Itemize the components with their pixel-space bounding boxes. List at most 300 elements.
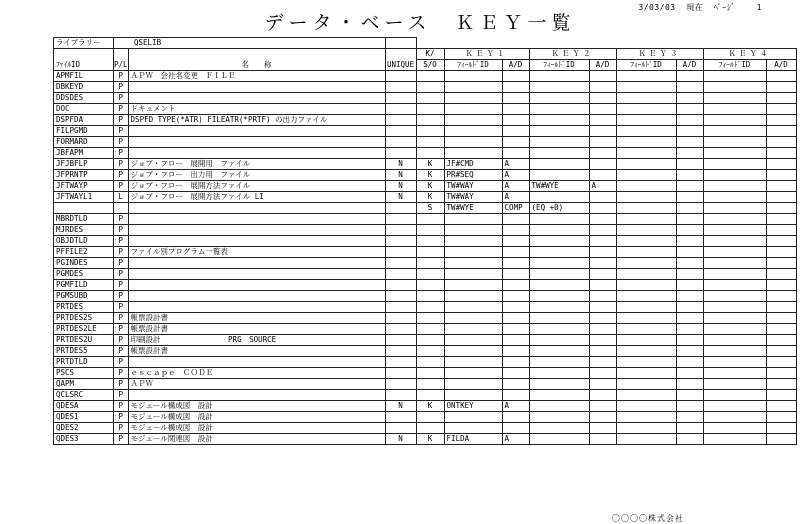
file-id-cell: JBFAPM xyxy=(54,148,114,159)
key2-field-cell: (EQ +0) xyxy=(529,203,589,214)
name-cell xyxy=(128,93,385,104)
key2-ad-cell xyxy=(589,412,616,423)
key3-ad-cell xyxy=(676,137,703,148)
table-row xyxy=(54,390,797,401)
file-id-cell: PRTDES xyxy=(54,302,114,313)
unique-cell xyxy=(385,280,416,291)
key2-field-cell xyxy=(529,390,589,401)
key4-field-cell xyxy=(703,434,766,445)
key1-field-cell: ONTKEY xyxy=(444,401,502,412)
col-header-unique: UNIQUE xyxy=(385,49,416,71)
file-id-cell: PSCS xyxy=(54,368,114,379)
key2-field-cell xyxy=(529,225,589,236)
key2-field-cell xyxy=(529,137,589,148)
key1-field-cell xyxy=(444,214,502,225)
file-id-cell: PFFILE2 xyxy=(54,247,114,258)
file-id-cell xyxy=(54,203,114,214)
key3-field-cell xyxy=(616,324,676,335)
key2-ad-cell: A xyxy=(589,181,616,192)
unique-cell: N xyxy=(385,159,416,170)
ks-cell xyxy=(416,126,444,137)
key3-ad-cell xyxy=(676,379,703,390)
name-cell xyxy=(128,203,385,214)
key4-ad-cell xyxy=(766,181,796,192)
key2-ad-cell xyxy=(589,302,616,313)
unique-cell: N xyxy=(385,181,416,192)
unique-cell xyxy=(385,126,416,137)
table-row xyxy=(54,423,797,434)
col-header-ks-top: K/ xyxy=(416,49,444,60)
key1-ad-cell xyxy=(502,357,529,368)
file-id-cell: JFPRNTP xyxy=(54,170,114,181)
key2-ad-cell xyxy=(589,214,616,225)
key3-field-cell xyxy=(616,170,676,181)
file-id-cell: FILPGMD xyxy=(54,126,114,137)
key3-ad-cell xyxy=(676,236,703,247)
key4-field-cell xyxy=(703,192,766,203)
file-id-cell: PGMFILD xyxy=(54,280,114,291)
library-value: QSELIB xyxy=(114,38,386,49)
key4-field-cell xyxy=(703,126,766,137)
pl-cell: P xyxy=(114,159,129,170)
key4-field-cell xyxy=(703,214,766,225)
key2-field-cell xyxy=(529,214,589,225)
key3-ad-cell xyxy=(676,324,703,335)
key4-field-cell xyxy=(703,390,766,401)
ks-cell xyxy=(416,280,444,291)
ks-cell xyxy=(416,335,444,346)
key2-ad-cell xyxy=(589,82,616,93)
key2-ad-cell xyxy=(589,71,616,82)
table-row xyxy=(54,71,797,82)
key3-field-cell xyxy=(616,104,676,115)
key4-field-cell xyxy=(703,181,766,192)
name-cell: ＡＰＷ xyxy=(128,379,385,390)
name-cell xyxy=(128,269,385,280)
key2-field-cell xyxy=(529,280,589,291)
key2-field-cell xyxy=(529,401,589,412)
key3-ad-cell xyxy=(676,247,703,258)
key4-ad-cell xyxy=(766,412,796,423)
unique-cell xyxy=(385,324,416,335)
key1-field-cell xyxy=(444,346,502,357)
table-row xyxy=(54,324,797,335)
pl-cell: P xyxy=(114,214,129,225)
key4-field-cell xyxy=(703,225,766,236)
key1-ad-cell xyxy=(502,280,529,291)
unique-cell xyxy=(385,302,416,313)
key1-field-cell xyxy=(444,368,502,379)
key3-field-cell xyxy=(616,203,676,214)
key1-field-cell xyxy=(444,137,502,148)
key3-ad-cell xyxy=(676,390,703,401)
unique-cell xyxy=(385,115,416,126)
key2-ad-cell xyxy=(589,379,616,390)
key2-field-cell xyxy=(529,269,589,280)
pl-cell: P xyxy=(114,357,129,368)
table-row xyxy=(54,258,797,269)
key3-field-cell xyxy=(616,280,676,291)
key4-ad-cell xyxy=(766,71,796,82)
table-row xyxy=(54,104,797,115)
key3-field-cell xyxy=(616,291,676,302)
pl-cell: P xyxy=(114,434,129,445)
key1-ad-cell xyxy=(502,313,529,324)
key2-ad-cell xyxy=(589,247,616,258)
col-header-key3-ad: A/D xyxy=(676,60,703,71)
key4-ad-cell xyxy=(766,302,796,313)
key3-ad-cell xyxy=(676,258,703,269)
key1-ad-cell xyxy=(502,71,529,82)
key3-field-cell xyxy=(616,159,676,170)
col-header-key2-field: ﾌｨｰﾙﾄﾞID xyxy=(529,60,589,71)
key3-ad-cell xyxy=(676,368,703,379)
key1-field-cell xyxy=(444,324,502,335)
key1-ad-cell xyxy=(502,269,529,280)
table-row xyxy=(54,291,797,302)
name-cell: 帳票設計書 xyxy=(128,346,385,357)
file-id-cell: PGMSUBD xyxy=(54,291,114,302)
name-cell: ジョブ・フロー 展開方法ファイル xyxy=(128,181,385,192)
unique-cell xyxy=(385,390,416,401)
file-id-cell: QDES2 xyxy=(54,423,114,434)
key2-ad-cell xyxy=(589,269,616,280)
key3-field-cell xyxy=(616,137,676,148)
key1-field-cell: PR#SEQ xyxy=(444,170,502,181)
file-id-cell: OBJDTLD xyxy=(54,236,114,247)
pl-cell: P xyxy=(114,280,129,291)
key3-field-cell xyxy=(616,390,676,401)
unique-cell xyxy=(385,346,416,357)
col-header-key1-field: ﾌｨｰﾙﾄﾞID xyxy=(444,60,502,71)
key1-ad-cell xyxy=(502,302,529,313)
pl-cell: P xyxy=(114,104,129,115)
key1-ad-cell xyxy=(502,379,529,390)
key1-field-cell xyxy=(444,412,502,423)
unique-cell xyxy=(385,357,416,368)
file-id-cell: JFTWAYL1 xyxy=(54,192,114,203)
key3-ad-cell xyxy=(676,335,703,346)
key1-field-cell: TW#WAY xyxy=(444,181,502,192)
ks-cell xyxy=(416,82,444,93)
key1-ad-cell: A xyxy=(502,181,529,192)
key3-field-cell xyxy=(616,71,676,82)
key3-ad-cell xyxy=(676,280,703,291)
key1-ad-cell xyxy=(502,324,529,335)
ks-cell: K xyxy=(416,181,444,192)
key3-field-cell xyxy=(616,148,676,159)
key4-ad-cell xyxy=(766,159,796,170)
key4-field-cell xyxy=(703,291,766,302)
key2-ad-cell xyxy=(589,291,616,302)
key3-ad-cell xyxy=(676,214,703,225)
table-row xyxy=(54,93,797,104)
ks-cell xyxy=(416,291,444,302)
key1-ad-cell xyxy=(502,115,529,126)
key3-field-cell xyxy=(616,192,676,203)
ks-cell xyxy=(416,357,444,368)
key3-field-cell xyxy=(616,269,676,280)
key4-ad-cell xyxy=(766,137,796,148)
key3-ad-cell xyxy=(676,126,703,137)
name-cell xyxy=(128,137,385,148)
key1-ad-cell xyxy=(502,126,529,137)
ks-cell xyxy=(416,302,444,313)
file-id-cell: PGINDES xyxy=(54,258,114,269)
key3-field-cell xyxy=(616,126,676,137)
key2-ad-cell xyxy=(589,423,616,434)
key3-ad-cell xyxy=(676,148,703,159)
key3-ad-cell xyxy=(676,170,703,181)
table-row xyxy=(54,148,797,159)
table-row xyxy=(54,335,797,346)
unique-cell xyxy=(385,104,416,115)
key2-ad-cell xyxy=(589,115,616,126)
col-header-key4: ＫＥＹ４ xyxy=(703,49,796,60)
key1-ad-cell: A xyxy=(502,192,529,203)
name-cell xyxy=(128,302,385,313)
name-cell: モジュール構成図 設計 xyxy=(128,401,385,412)
key4-field-cell xyxy=(703,236,766,247)
unique-cell: N xyxy=(385,192,416,203)
pl-cell: P xyxy=(114,181,129,192)
col-header-name: 名 称 xyxy=(128,49,385,71)
key1-ad-cell xyxy=(502,291,529,302)
name-cell xyxy=(128,126,385,137)
unique-cell xyxy=(385,258,416,269)
key1-field-cell xyxy=(444,247,502,258)
key4-ad-cell xyxy=(766,247,796,258)
table-row xyxy=(54,170,797,181)
key2-field-cell xyxy=(529,335,589,346)
key4-field-cell xyxy=(703,368,766,379)
key1-field-cell xyxy=(444,258,502,269)
pl-cell: P xyxy=(114,390,129,401)
key2-ad-cell xyxy=(589,324,616,335)
key4-field-cell xyxy=(703,346,766,357)
ks-cell: K xyxy=(416,159,444,170)
pl-cell: P xyxy=(114,423,129,434)
key4-field-cell xyxy=(703,258,766,269)
key2-ad-cell xyxy=(589,280,616,291)
key2-ad-cell xyxy=(589,225,616,236)
file-id-cell: MBRDTLD xyxy=(54,214,114,225)
file-id-cell: FORMARD xyxy=(54,137,114,148)
key4-field-cell xyxy=(703,324,766,335)
key2-ad-cell xyxy=(589,346,616,357)
table-row xyxy=(54,280,797,291)
key3-field-cell xyxy=(616,247,676,258)
pl-cell: P xyxy=(114,412,129,423)
table-row xyxy=(54,214,797,225)
pl-cell: P xyxy=(114,115,129,126)
ks-cell: K xyxy=(416,170,444,181)
key2-field-cell xyxy=(529,368,589,379)
key4-ad-cell xyxy=(766,192,796,203)
file-id-cell: DDSDES xyxy=(54,93,114,104)
key2-ad-cell xyxy=(589,148,616,159)
key4-ad-cell xyxy=(766,82,796,93)
key4-ad-cell xyxy=(766,269,796,280)
key2-field-cell xyxy=(529,104,589,115)
key1-ad-cell xyxy=(502,225,529,236)
table-row xyxy=(54,192,797,203)
unique-cell: N xyxy=(385,401,416,412)
key3-ad-cell xyxy=(676,357,703,368)
unique-cell xyxy=(385,225,416,236)
key4-field-cell xyxy=(703,115,766,126)
key4-ad-cell xyxy=(766,401,796,412)
key4-field-cell xyxy=(703,148,766,159)
file-id-cell: PRTDES2U xyxy=(54,335,114,346)
pl-cell: P xyxy=(114,302,129,313)
ks-cell xyxy=(416,71,444,82)
key3-ad-cell xyxy=(676,401,703,412)
key4-ad-cell xyxy=(766,357,796,368)
key4-ad-cell xyxy=(766,379,796,390)
unique-cell: N xyxy=(385,170,416,181)
key4-ad-cell xyxy=(766,335,796,346)
file-id-cell: JFTWAYP xyxy=(54,181,114,192)
file-id-cell: PRTDES2S xyxy=(54,313,114,324)
current-label: 現在 xyxy=(686,3,704,12)
key2-ad-cell xyxy=(589,137,616,148)
pl-cell: P xyxy=(114,225,129,236)
key3-field-cell xyxy=(616,379,676,390)
key4-field-cell xyxy=(703,280,766,291)
key3-field-cell xyxy=(616,93,676,104)
page-number: 1 xyxy=(756,3,762,12)
file-id-cell: QDES1 xyxy=(54,412,114,423)
pl-cell: P xyxy=(114,126,129,137)
name-cell: モジュール関連図 設計 xyxy=(128,434,385,445)
key2-ad-cell xyxy=(589,126,616,137)
name-cell xyxy=(128,258,385,269)
pl-cell: P xyxy=(114,137,129,148)
key4-field-cell xyxy=(703,82,766,93)
key1-field-cell xyxy=(444,82,502,93)
ks-cell xyxy=(416,269,444,280)
unique-cell xyxy=(385,269,416,280)
key4-field-cell xyxy=(703,93,766,104)
unique-cell xyxy=(385,313,416,324)
table-row xyxy=(54,82,797,93)
key1-field-cell xyxy=(444,115,502,126)
col-header-key4-field: ﾌｨｰﾙﾄﾞID xyxy=(703,60,766,71)
key1-field-cell xyxy=(444,104,502,115)
pl-cell: P xyxy=(114,236,129,247)
table-row xyxy=(54,357,797,368)
key4-field-cell xyxy=(703,335,766,346)
key3-field-cell xyxy=(616,258,676,269)
key4-ad-cell xyxy=(766,104,796,115)
ks-cell xyxy=(416,148,444,159)
key1-field-cell xyxy=(444,423,502,434)
name-cell: ジョブ・フロー 展開方法ファイル LI xyxy=(128,192,385,203)
name-cell: 帳票設計書 xyxy=(128,313,385,324)
file-id-cell: QAPM xyxy=(54,379,114,390)
pl-cell: P xyxy=(114,346,129,357)
key-list-table xyxy=(53,37,797,445)
table-row xyxy=(54,412,797,423)
key3-ad-cell xyxy=(676,192,703,203)
key3-ad-cell xyxy=(676,346,703,357)
key3-field-cell xyxy=(616,181,676,192)
key3-ad-cell xyxy=(676,181,703,192)
key1-ad-cell xyxy=(502,104,529,115)
ks-cell: S xyxy=(416,203,444,214)
key3-ad-cell xyxy=(676,82,703,93)
key1-ad-cell xyxy=(502,137,529,148)
key4-ad-cell xyxy=(766,225,796,236)
table-row xyxy=(54,126,797,137)
key1-field-cell xyxy=(444,379,502,390)
key3-ad-cell xyxy=(676,93,703,104)
file-id-cell: PRTDES2LE xyxy=(54,324,114,335)
key3-ad-cell xyxy=(676,291,703,302)
key4-ad-cell xyxy=(766,368,796,379)
key2-field-cell xyxy=(529,313,589,324)
key3-ad-cell xyxy=(676,225,703,236)
ks-cell xyxy=(416,225,444,236)
ks-cell xyxy=(416,115,444,126)
key4-ad-cell xyxy=(766,313,796,324)
table-row xyxy=(54,247,797,258)
col-header-file-id: ﾌｧｲﾙID xyxy=(54,49,114,71)
key2-field-cell xyxy=(529,126,589,137)
key2-field-cell xyxy=(529,258,589,269)
key2-ad-cell xyxy=(589,401,616,412)
key2-ad-cell xyxy=(589,357,616,368)
ks-cell: K xyxy=(416,192,444,203)
key3-field-cell xyxy=(616,401,676,412)
unique-cell xyxy=(385,412,416,423)
table-row xyxy=(54,313,797,324)
key2-ad-cell xyxy=(589,390,616,401)
library-row xyxy=(54,38,797,49)
key3-ad-cell xyxy=(676,203,703,214)
key2-field-cell xyxy=(529,148,589,159)
ks-cell: K xyxy=(416,434,444,445)
col-header-key3-field: ﾌｨｰﾙﾄﾞID xyxy=(616,60,676,71)
key4-field-cell xyxy=(703,379,766,390)
key2-field-cell xyxy=(529,192,589,203)
pl-cell: P xyxy=(114,170,129,181)
key1-ad-cell: A xyxy=(502,170,529,181)
key1-field-cell: JF#CMD xyxy=(444,159,502,170)
unique-cell xyxy=(385,148,416,159)
key4-ad-cell xyxy=(766,291,796,302)
key4-ad-cell xyxy=(766,258,796,269)
file-id-cell: QDESA xyxy=(54,401,114,412)
pl-cell: P xyxy=(114,368,129,379)
key2-ad-cell xyxy=(589,203,616,214)
key1-field-cell xyxy=(444,357,502,368)
key1-ad-cell: A xyxy=(502,401,529,412)
ks-cell xyxy=(416,390,444,401)
file-id-cell: QCLSRC xyxy=(54,390,114,401)
file-id-cell: DOC xyxy=(54,104,114,115)
key4-field-cell xyxy=(703,313,766,324)
pl-cell: P xyxy=(114,247,129,258)
report-date: 3/03/03 xyxy=(638,3,676,12)
ks-cell xyxy=(416,104,444,115)
table-row xyxy=(54,225,797,236)
name-cell xyxy=(128,390,385,401)
key2-field-cell xyxy=(529,291,589,302)
key4-ad-cell xyxy=(766,390,796,401)
key4-ad-cell xyxy=(766,170,796,181)
